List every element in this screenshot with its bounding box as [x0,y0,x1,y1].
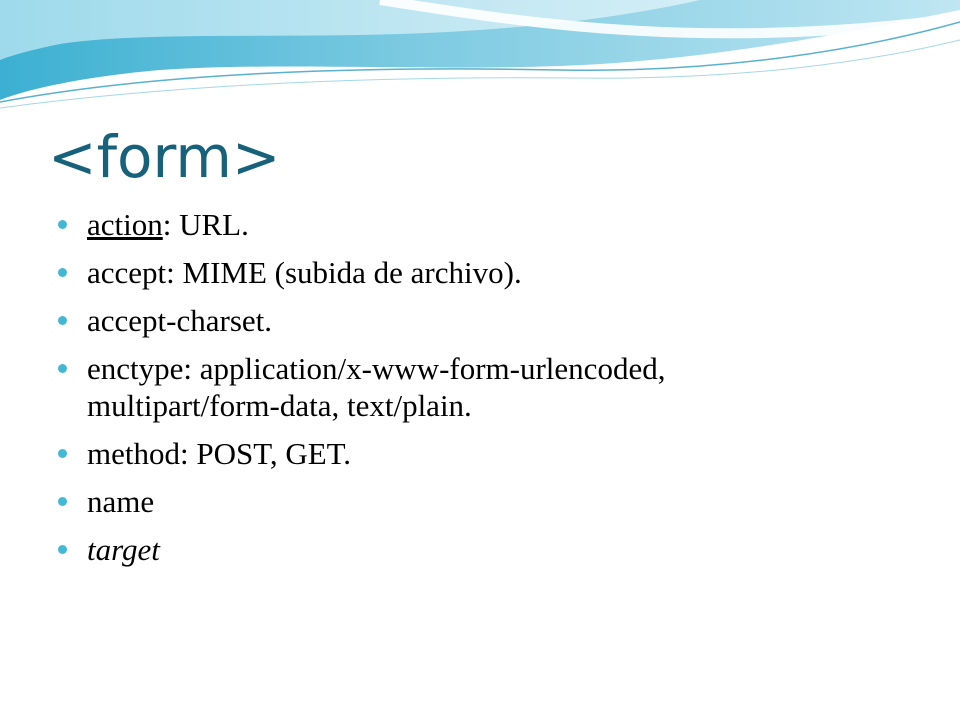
bullet-text-italic: target [87,532,160,567]
bullet-text: accept-charset. [87,303,273,338]
bullet-icon [58,497,67,506]
slide-title: <form> [48,123,281,191]
bullet-icon [58,364,67,373]
bullet-icon [58,545,67,554]
bullet-enctype [56,350,916,424]
bullet-text: method: POST, GET. [87,436,352,471]
bullet-icon [58,268,67,277]
bullet-icon [58,220,67,229]
bullet-name [56,483,916,520]
bullet-term-underlined: action [87,207,163,242]
bullet-action [56,206,916,243]
header-wave-decoration [0,0,960,120]
bullet-accept-charset [56,302,916,339]
bullet-icon [58,316,67,325]
bullet-icon [58,449,67,458]
bullet-text: name [87,484,155,519]
bullet-text-line1: enctype: application/x-www-form-urlencoded, [87,351,666,386]
bullet-text-line2: multipart/form-data, text/plain. [87,388,472,423]
bullet-text: : URL. [162,207,249,242]
bullet-text: accept: MIME (subida de archivo). [87,255,522,290]
bullet-list [56,206,916,579]
bullet-method [56,435,916,472]
bullet-accept [56,254,916,291]
bullet-target [56,531,916,568]
